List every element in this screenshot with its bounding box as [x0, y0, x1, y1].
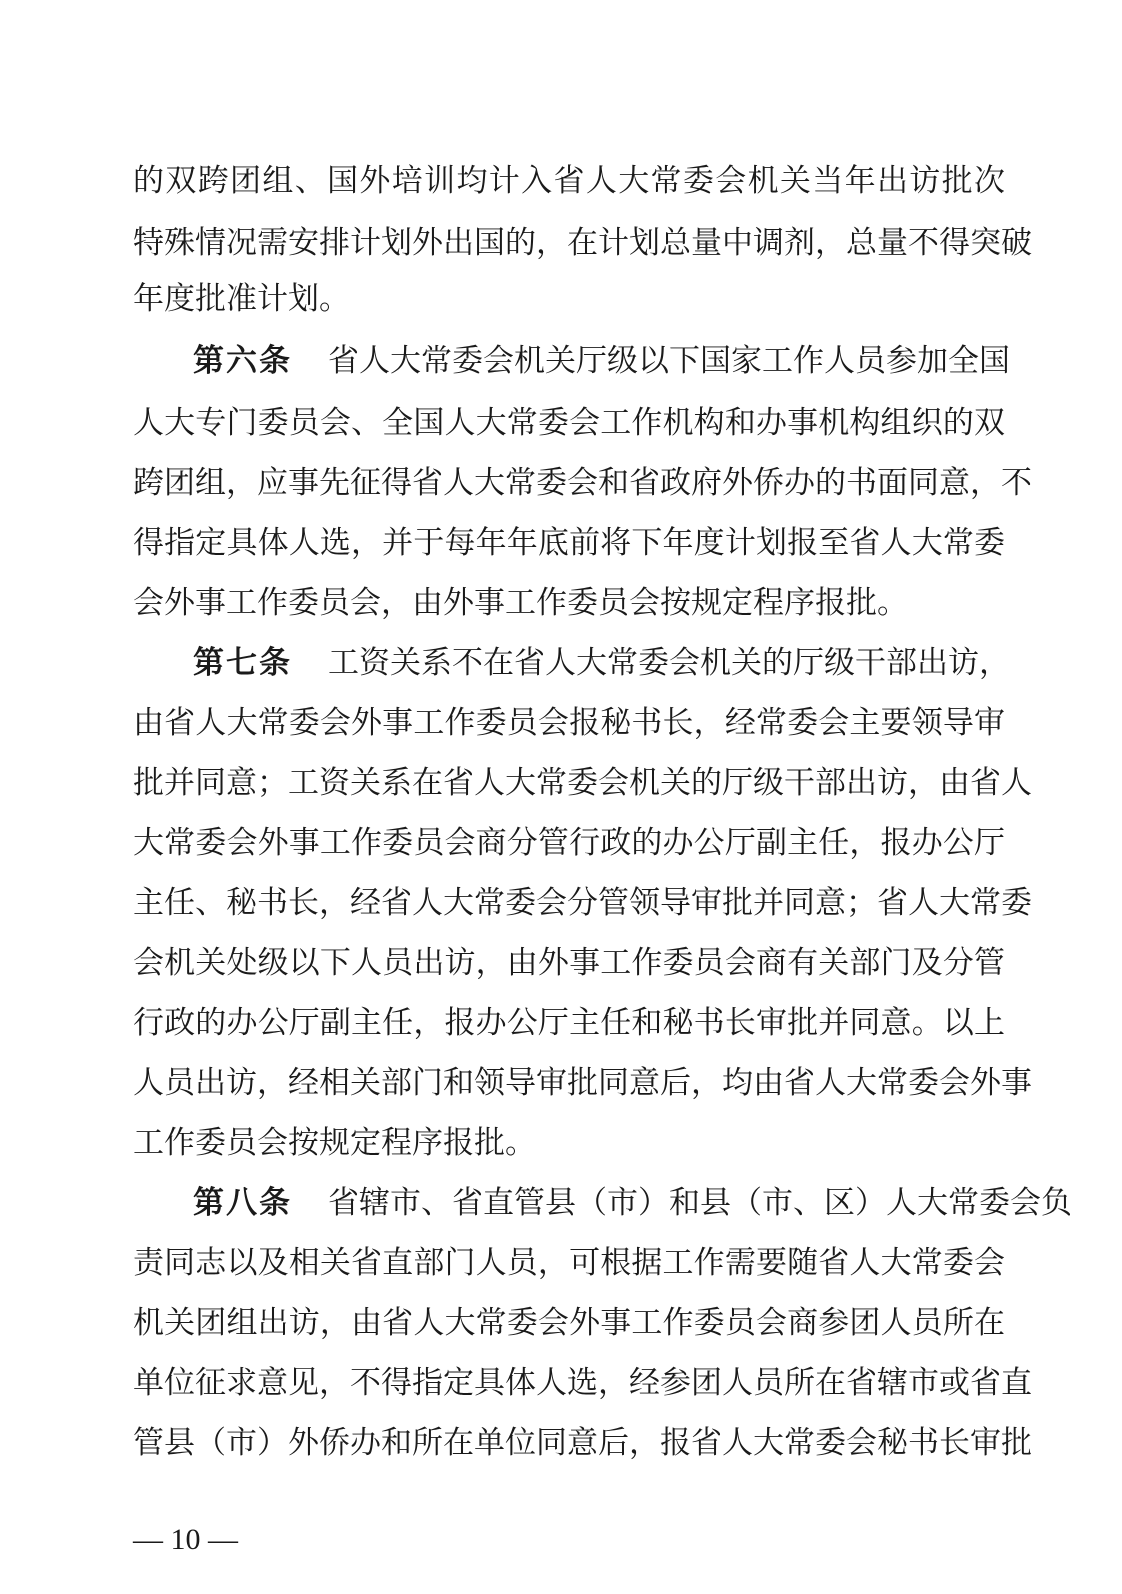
text-line: 年度批准计划。	[133, 281, 350, 317]
text-line: 跨团组，应事先征得省人大常委会和省政府外侨办的书面同意，不	[133, 465, 1032, 501]
text-line: 单位征求意见，不得指定具体人选，经参团人员所在省辖市或省直	[133, 1365, 1032, 1401]
text-line: 责同志以及相关省直部门人员，可根据工作需要随省人大常委会	[133, 1245, 1005, 1281]
text-line: 主任、秘书长，经省人大常委会分管领导审批并同意；省人大常委	[133, 885, 1032, 921]
text-line: 会机关处级以下人员出访，由外事工作委员会商有关部门及分管	[133, 945, 1005, 981]
article-label: 第七条	[193, 645, 292, 681]
text-line: 人员出访，经相关部门和领导审批同意后，均由省人大常委会外事	[133, 1065, 1032, 1101]
text-line: 大常委会外事工作委员会商分管行政的办公厅副主任，报办公厅	[133, 825, 1005, 861]
page-number: — 10 —	[133, 1523, 238, 1556]
text-line: 机关团组出访，由省人大常委会外事工作委员会商参团人员所在	[133, 1305, 1005, 1341]
text-line: 工作委员会按规定程序报批。	[133, 1125, 536, 1161]
text-line: 由省人大常委会外事工作委员会报秘书长，经常委会主要领导审	[133, 705, 1005, 741]
text-line: 行政的办公厅副主任，报办公厅主任和秘书长审批并同意。以上	[133, 1005, 1005, 1041]
text-line: 管县（市）外侨办和所在单位同意后，报省人大常委会秘书长审批	[133, 1425, 1032, 1461]
article-8-first-line	[193, 1181, 1072, 1225]
text-line: 会外事工作委员会，由外事工作委员会按规定程序报批。	[133, 585, 908, 621]
article-6-first-line	[193, 339, 1010, 383]
article-label: 第六条	[193, 343, 292, 379]
text-line: 得指定具体人选，并于每年年底前将下年度计划报至省人大常委	[133, 525, 1005, 561]
text-line: 的双跨团组、国外培训均计入省人大常委会机关当年出访批次	[133, 163, 1005, 199]
article-label: 第八条	[193, 1185, 292, 1221]
article-text: 工资关系不在省人大常委会机关的厅级干部出访，	[328, 645, 1010, 681]
text-line: 人大专门委员会、全国人大常委会工作机构和办事机构组织的双	[133, 405, 1005, 441]
article-text: 省人大常委会机关厅级以下国家工作人员参加全国	[328, 343, 1010, 379]
article-text: 省辖市、省直管县（市）和县（市、区）人大常委会负	[328, 1185, 1072, 1221]
text-line: 批并同意；工资关系在省人大常委会机关的厅级干部出访，由省人	[133, 765, 1032, 801]
text-line: 特殊情况需安排计划外出国的，在计划总量中调剂，总量不得突破	[133, 225, 1032, 261]
article-7-first-line	[193, 641, 1010, 685]
